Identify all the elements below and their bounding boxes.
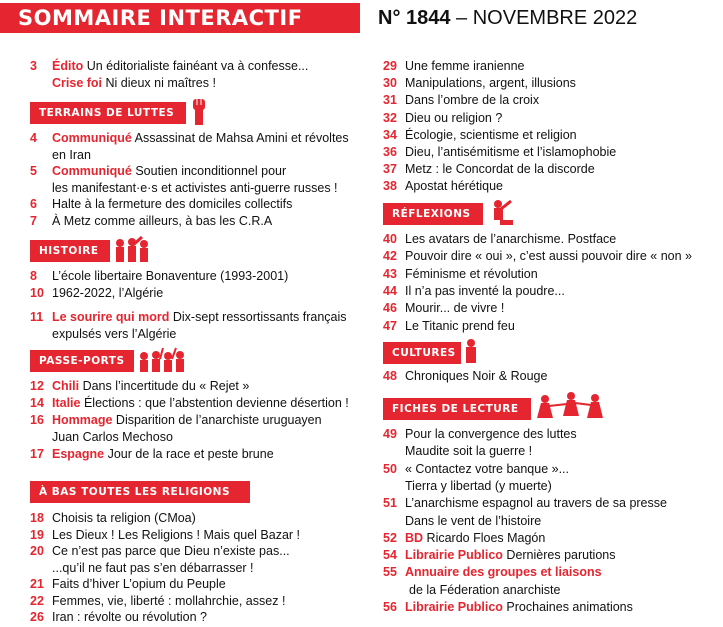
page-number: 36 bbox=[383, 145, 397, 159]
entry-text bbox=[405, 368, 547, 384]
page-number: 56 bbox=[383, 600, 397, 614]
entry-text bbox=[52, 510, 196, 526]
page-number: 5 bbox=[30, 164, 37, 178]
entry-title: Halte à la fermeture des domiciles collectifs bbox=[52, 197, 293, 211]
entry-title: Choisis ta religion (CMoa) bbox=[52, 511, 196, 525]
rubric-label: Librairie Publico bbox=[405, 600, 503, 614]
page-number: 21 bbox=[30, 577, 44, 591]
page-number: 16 bbox=[30, 413, 44, 427]
page-number: 10 bbox=[30, 285, 44, 300]
page-number: 20 bbox=[30, 544, 44, 558]
section-histoire[interactable]: HISTOIRE bbox=[30, 240, 110, 262]
page-number: 18 bbox=[30, 511, 44, 525]
dancers-icon bbox=[533, 390, 609, 422]
protest-icon bbox=[136, 346, 188, 374]
page-number: 46 bbox=[383, 301, 397, 316]
section-cultures[interactable]: CULTURES bbox=[383, 342, 461, 364]
page-number: 48 bbox=[383, 369, 397, 383]
page-number: 19 bbox=[30, 527, 44, 542]
entry-title: Les avatars de l’anarchisme. Postface bbox=[405, 232, 617, 246]
entry-title: Dernières parutions bbox=[502, 548, 616, 563]
right-column bbox=[383, 0, 723, 627]
section-religions[interactable]: À BAS TOUTES LES RELIGIONS bbox=[30, 481, 250, 503]
page-number: 38 bbox=[383, 179, 397, 194]
entry-title: Ni dieux ni maîtres ! bbox=[102, 76, 216, 90]
entry-title: Femmes, vie, liberté : mollahrchie, assez ! bbox=[52, 593, 286, 608]
entry-title: Faits d’hiver L’opium du Peuple bbox=[52, 577, 226, 591]
rubric-label: Édito bbox=[52, 59, 84, 73]
entry-text bbox=[405, 127, 577, 143]
smith-icon bbox=[486, 197, 514, 227]
fist-icon bbox=[188, 97, 210, 127]
page-number: 44 bbox=[383, 283, 397, 298]
entry-text bbox=[405, 161, 595, 177]
entry-title: Dix-sept ressortissants français bbox=[169, 310, 347, 324]
section-fiches-de-lecture[interactable]: FICHES DE LECTURE bbox=[383, 398, 531, 420]
entry-text bbox=[52, 180, 338, 196]
entry-text bbox=[52, 163, 286, 179]
page-number: 52 bbox=[383, 530, 397, 545]
crowd-icon bbox=[112, 236, 154, 264]
entry-title: Dans l’incertitude du « Rejet » bbox=[79, 379, 250, 393]
entry-text bbox=[52, 446, 274, 462]
entry-text bbox=[52, 309, 347, 325]
page-number: 14 bbox=[30, 396, 44, 410]
entry-title: Écologie, scientisme et religion bbox=[405, 127, 577, 142]
entry-title: Juan Carlos Mechoso bbox=[52, 430, 173, 444]
page-number: 51 bbox=[383, 496, 397, 511]
entry-title: les manifestant·e·s et activistes anti-guerre russes ! bbox=[52, 180, 338, 195]
entry-title: Manipulations, argent, illusions bbox=[405, 76, 576, 91]
entry-text bbox=[52, 268, 288, 284]
section-terrains-de-luttes[interactable]: TERRAINS DE LUTTES bbox=[30, 102, 186, 124]
entry-title: Pour la convergence des luttes bbox=[405, 427, 577, 441]
issue-number: N° 1844 bbox=[378, 7, 451, 29]
rubric-label: Annuaire des groupes et liaisons bbox=[405, 565, 602, 580]
rubric-label: BD bbox=[405, 530, 424, 545]
entry-text bbox=[52, 395, 349, 411]
page-number: 54 bbox=[383, 548, 397, 563]
page-number: 31 bbox=[383, 93, 397, 108]
entry-title: Maudite soit la guerre ! bbox=[405, 444, 533, 459]
entry-text bbox=[52, 543, 290, 559]
rubric-label: Italie bbox=[52, 396, 81, 410]
rubric-label: Communiqué bbox=[52, 131, 132, 145]
entry-text bbox=[52, 213, 272, 229]
entry-text bbox=[405, 283, 565, 299]
entry-text bbox=[52, 429, 173, 445]
entry-title: Une femme iranienne bbox=[405, 59, 525, 73]
entry-title: Il n’a pas inventé la poudre... bbox=[405, 283, 565, 298]
entry-text bbox=[405, 248, 692, 264]
entry-title: L’anarchisme espagnol au travers de sa presse bbox=[405, 496, 667, 511]
entry-text bbox=[405, 318, 515, 334]
page-number: 7 bbox=[30, 213, 37, 228]
rubric-label: Librairie Publico bbox=[405, 548, 503, 563]
entry-text bbox=[405, 547, 616, 563]
page-number: 47 bbox=[383, 318, 397, 333]
entry-title: À Metz comme ailleurs, à bas les C.R.A bbox=[52, 213, 273, 228]
issue-date: – NOVEMBRE 2022 bbox=[450, 7, 638, 29]
page-number: 3 bbox=[30, 59, 37, 73]
entry-title: Dieu ou religion ? bbox=[405, 110, 503, 125]
entry-title: L’école libertaire Bonaventure (1993-2001) bbox=[52, 269, 289, 283]
entry-text bbox=[52, 576, 226, 592]
rubric-label: Communiqué bbox=[52, 164, 132, 178]
rubric-label: Hommage bbox=[52, 413, 113, 427]
page-number: 17 bbox=[30, 447, 44, 461]
rubric-label: Crise foi bbox=[52, 76, 103, 90]
page-number: 32 bbox=[383, 110, 397, 125]
entry-title: Les Dieux ! Les Religions ! Mais quel Bazar ! bbox=[52, 527, 301, 542]
entry-text bbox=[405, 231, 616, 247]
section-passe-ports[interactable]: PASSE-PORTS bbox=[30, 350, 134, 372]
page-number: 12 bbox=[30, 379, 44, 393]
page-number: 29 bbox=[383, 59, 397, 73]
entry-text bbox=[405, 478, 552, 494]
entry-title: 1962-2022, l’Algérie bbox=[52, 285, 164, 300]
page-title: SOMMAIRE INTERACTIF bbox=[0, 3, 360, 33]
entry-text bbox=[405, 75, 576, 91]
page-number: 50 bbox=[383, 461, 397, 476]
entry-text bbox=[52, 412, 322, 428]
entry-text bbox=[52, 560, 254, 576]
entry-title: Ce n’est pas parce que Dieu n’existe pas... bbox=[52, 544, 290, 558]
entry-text bbox=[405, 599, 633, 615]
entry-title: Ricardo Floes Magón bbox=[423, 530, 546, 545]
entry-title: Mourir... de vivre ! bbox=[405, 301, 505, 316]
entry-title: Pouvoir dire « oui », c’est aussi pouvoir dire « non » bbox=[405, 249, 692, 264]
entry-title: Tierra y libertad (y muerte) bbox=[405, 478, 552, 493]
entry-title: Metz : le Concordat de la discorde bbox=[405, 162, 595, 177]
page-number: 6 bbox=[30, 197, 37, 211]
page-number: 40 bbox=[383, 232, 397, 246]
entry-text bbox=[52, 58, 308, 74]
entry-title: ...qu’il ne faut pas s’en débarrasser ! bbox=[52, 560, 254, 575]
page-number: 22 bbox=[30, 593, 44, 608]
entry-title: Dans l’ombre de la croix bbox=[405, 93, 540, 108]
entry-text bbox=[52, 285, 163, 301]
entry-title: Assassinat de Mahsa Amini et révoltes bbox=[131, 131, 349, 145]
entry-title: en Iran bbox=[52, 147, 91, 162]
entry-text bbox=[405, 58, 525, 74]
entry-text bbox=[405, 530, 545, 546]
entry-title: Disparition de l’anarchiste uruguayen bbox=[112, 413, 322, 427]
entry-title: Féminisme et révolution bbox=[405, 266, 538, 281]
entry-title: expulsés vers l’Algérie bbox=[52, 326, 177, 341]
entry-text bbox=[52, 593, 285, 609]
entry-title: Apostat hérétique bbox=[405, 179, 503, 194]
entry-text bbox=[405, 92, 539, 108]
entry-title: Jour de la race et peste brune bbox=[104, 447, 274, 461]
entry-text bbox=[52, 609, 207, 625]
entry-title: de la Féderation anarchiste bbox=[409, 582, 561, 597]
page-number: 26 bbox=[30, 610, 44, 624]
entry-text bbox=[52, 75, 216, 91]
rubric-label: Espagne bbox=[52, 447, 105, 461]
entry-text bbox=[52, 378, 249, 394]
entry-text bbox=[409, 582, 560, 598]
entry-title: « Contactez votre banque »... bbox=[405, 461, 569, 476]
entry-title: Un éditorialiste fainéant va à confesse... bbox=[83, 59, 309, 73]
page-number: 4 bbox=[30, 131, 37, 145]
entry-title: Chroniques Noir & Rouge bbox=[405, 369, 548, 383]
reader-icon bbox=[462, 337, 480, 365]
entry-text bbox=[405, 178, 503, 194]
page-number: 43 bbox=[383, 266, 397, 281]
page-number: 8 bbox=[30, 269, 37, 283]
page-number: 37 bbox=[383, 162, 397, 177]
entry-text bbox=[52, 326, 176, 342]
entry-text bbox=[52, 147, 91, 163]
entry-title: Le Titanic prend feu bbox=[405, 318, 515, 333]
page-number: 49 bbox=[383, 427, 397, 441]
entry-text bbox=[405, 495, 667, 511]
rubric-label: Chili bbox=[52, 379, 80, 393]
entry-text bbox=[405, 513, 541, 529]
entry-title: Dieu, l’antisémitisme et l’islamophobie bbox=[405, 145, 617, 159]
entry-text bbox=[52, 196, 292, 212]
page-number: 34 bbox=[383, 127, 397, 142]
entry-text bbox=[405, 266, 538, 282]
section-reflexions[interactable]: RÉFLEXIONS bbox=[383, 203, 483, 225]
entry-title: Prochaines animations bbox=[502, 600, 633, 614]
left-column bbox=[30, 0, 370, 627]
entry-text bbox=[405, 564, 602, 580]
entry-text bbox=[405, 144, 616, 160]
entry-text bbox=[405, 300, 504, 316]
entry-text bbox=[405, 443, 532, 459]
entry-title: Dans le vent de l’histoire bbox=[405, 513, 542, 528]
page-number: 42 bbox=[383, 249, 397, 264]
entry-title: Iran : révolte ou révolution ? bbox=[52, 610, 207, 624]
page-number: 30 bbox=[383, 76, 397, 91]
page-number: 55 bbox=[383, 565, 397, 580]
entry-title: Soutien inconditionnel pour bbox=[131, 164, 287, 178]
page-number: 11 bbox=[30, 310, 44, 324]
entry-text bbox=[405, 426, 577, 442]
entry-text bbox=[405, 461, 569, 477]
entry-text bbox=[52, 130, 349, 146]
entry-title: Élections : que l’abstention devienne désertion ! bbox=[80, 396, 349, 410]
entry-text bbox=[52, 527, 300, 543]
entry-text bbox=[405, 110, 502, 126]
rubric-label: Le sourire qui mord bbox=[52, 310, 170, 324]
